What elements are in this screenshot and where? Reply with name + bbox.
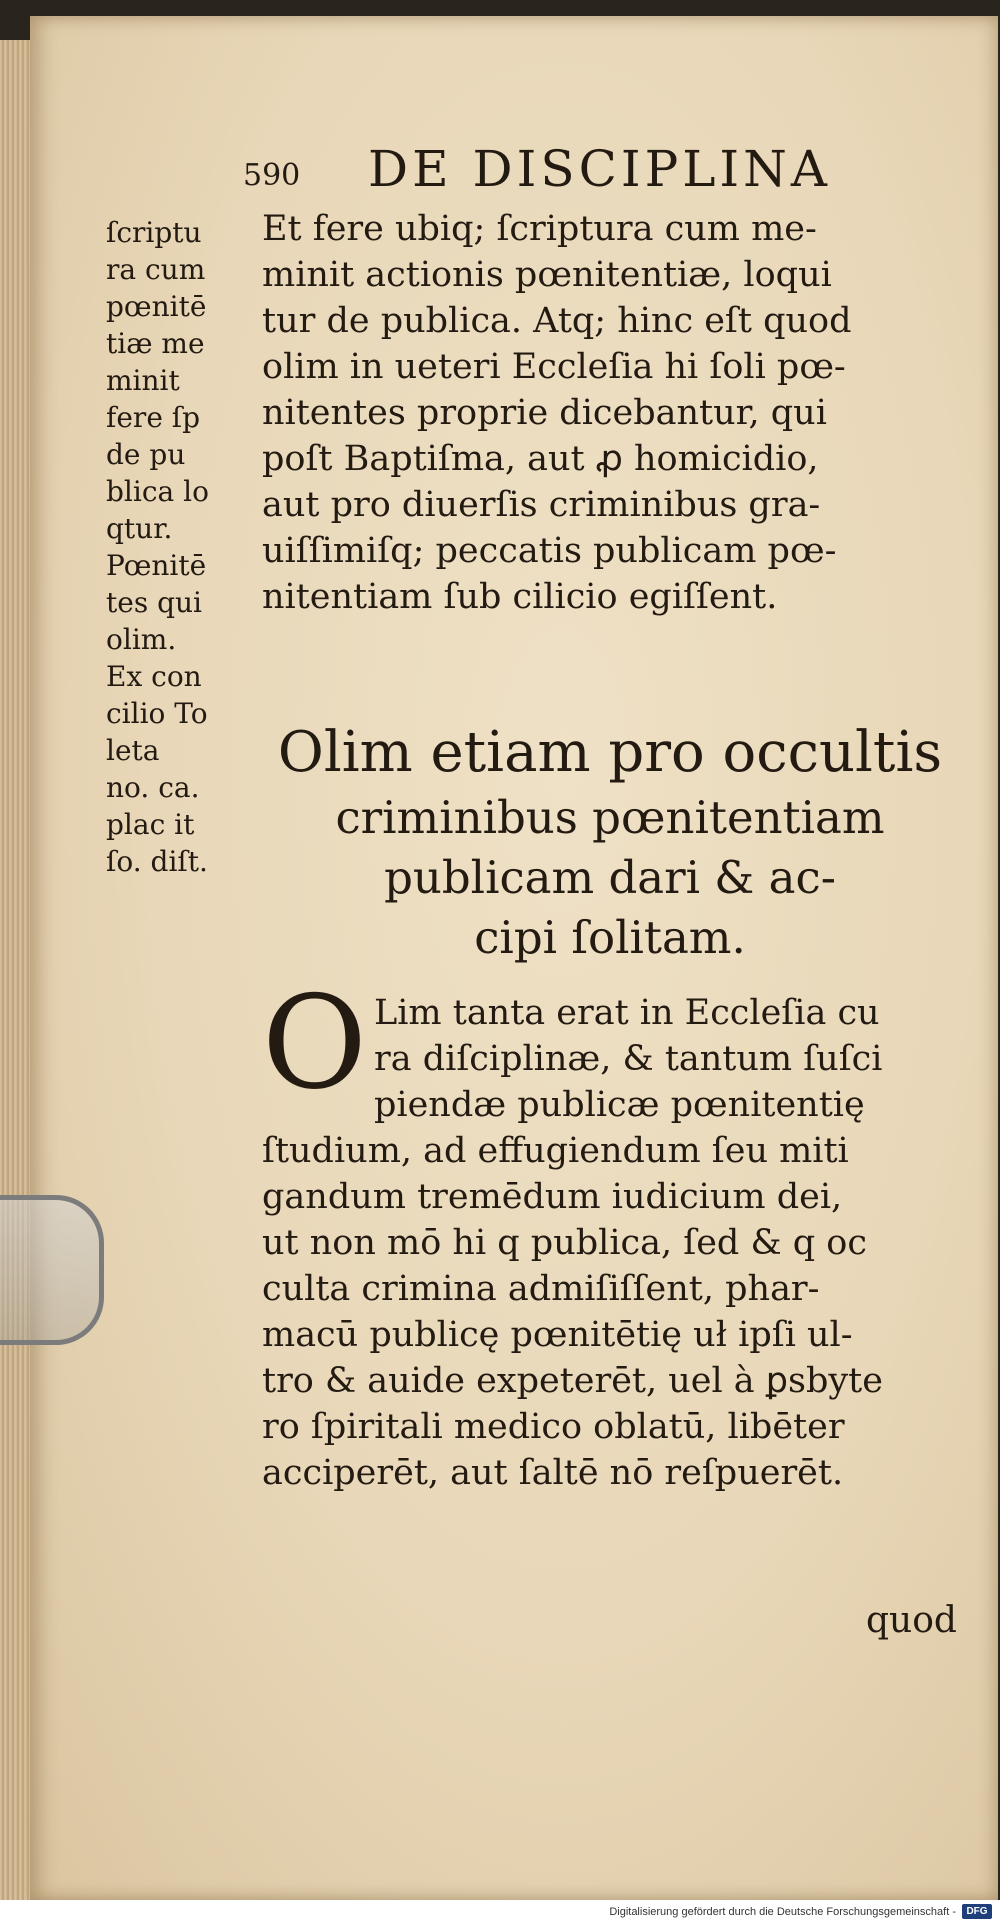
heading-line: cipi ſolitam.: [474, 911, 746, 964]
margin-note-line: olim.: [106, 623, 177, 656]
margin-note-line: minit: [106, 364, 180, 397]
catchword: quod: [866, 1600, 957, 1641]
dfg-logo: DFG: [962, 1904, 992, 1919]
running-title: DE DISCIPLINA: [368, 140, 832, 198]
margin-note-line: cilio To: [106, 697, 208, 730]
digitization-credit: Digitalisierung gefördert durch die Deutsche Forschungsgemeinschaft -: [609, 1906, 956, 1918]
text-line: nitentiam ſub cilicio egiſſent.: [262, 577, 778, 617]
text-line: acciperēt, aut ſaltē nō reſpuerēt.: [262, 1453, 844, 1493]
margin-notes: [106, 214, 266, 880]
heading-line: Olim etiam pro occultis: [277, 720, 943, 785]
margin-note-line: plac it: [106, 808, 195, 841]
text-line: piendæ publicæ pœnitentię: [374, 1085, 865, 1125]
paragraph-2: [262, 969, 952, 1496]
page-header: [0, 138, 1000, 198]
text-line: poſt Baptiſma, aut ꝓ homicidio,: [262, 439, 819, 479]
heading-line: criminibus pœnitentiam: [335, 791, 885, 844]
text-line: olim in ueteri Eccleſia hi ſoli pœ-: [262, 347, 846, 387]
margin-note-line: Ex con: [106, 660, 202, 693]
margin-note-line: Pœnitē: [106, 549, 207, 582]
text-line: ra diſciplinæ, & tantum ſuſci: [374, 1039, 883, 1079]
text-line: aut pro diuerſis criminibus gra-: [262, 485, 821, 525]
section-heading: [260, 718, 960, 968]
text-line: culta crimina admiſiſſent, phar-: [262, 1269, 820, 1309]
margin-note-line: blica lo: [106, 475, 209, 508]
drop-cap: O: [262, 969, 367, 1118]
margin-note-line: tes qui: [106, 586, 203, 619]
margin-note-line: no. ca.: [106, 771, 200, 804]
paragraph-1: [262, 206, 952, 620]
text-line: Lim tanta erat in Eccleſia cu: [374, 993, 880, 1033]
margin-note-line: de pu: [106, 438, 186, 471]
text-line: ro ſpiritali medico oblatū, libēter: [262, 1407, 845, 1447]
page-clip: [0, 1195, 104, 1345]
margin-note-line: ſcriptu: [106, 216, 202, 249]
text-line: ut non mō hi q publica, ſed & q oc: [262, 1223, 867, 1263]
margin-note-line: ra cum: [106, 253, 206, 286]
text-line: nitentes proprie dicebantur, qui: [262, 393, 827, 433]
text-line: minit actionis pœnitentiæ, loqui: [262, 255, 832, 295]
margin-note-line: pœnitē: [106, 290, 207, 323]
heading-line: publicam dari & ac-: [384, 851, 836, 904]
text-line: gandum tremēdum iudicium dei,: [262, 1177, 843, 1217]
text-line: tro & auide expeterēt, uel à ꝑsbyte: [262, 1361, 883, 1401]
margin-note-line: tiæ me: [106, 327, 205, 360]
text-line: ſtudium, ad effugiendum ſeu miti: [262, 1131, 849, 1171]
margin-note-line: ſo. diſt.: [106, 845, 208, 878]
text-line: Et fere ubiq; ſcriptura cum me-: [262, 209, 817, 249]
margin-note-line: qtur.: [106, 512, 173, 545]
margin-note-line: leta: [106, 734, 160, 767]
page-number: 590: [243, 158, 301, 193]
margin-note-line: fere ſp: [106, 401, 201, 434]
text-line: uiſſimiſq; peccatis publicam pœ-: [262, 531, 837, 571]
text-line: tur de publica. Atq; hinc eſt quod: [262, 301, 852, 341]
text-line: macū publicę pœnitētię uł ipſi ul-: [262, 1315, 853, 1355]
